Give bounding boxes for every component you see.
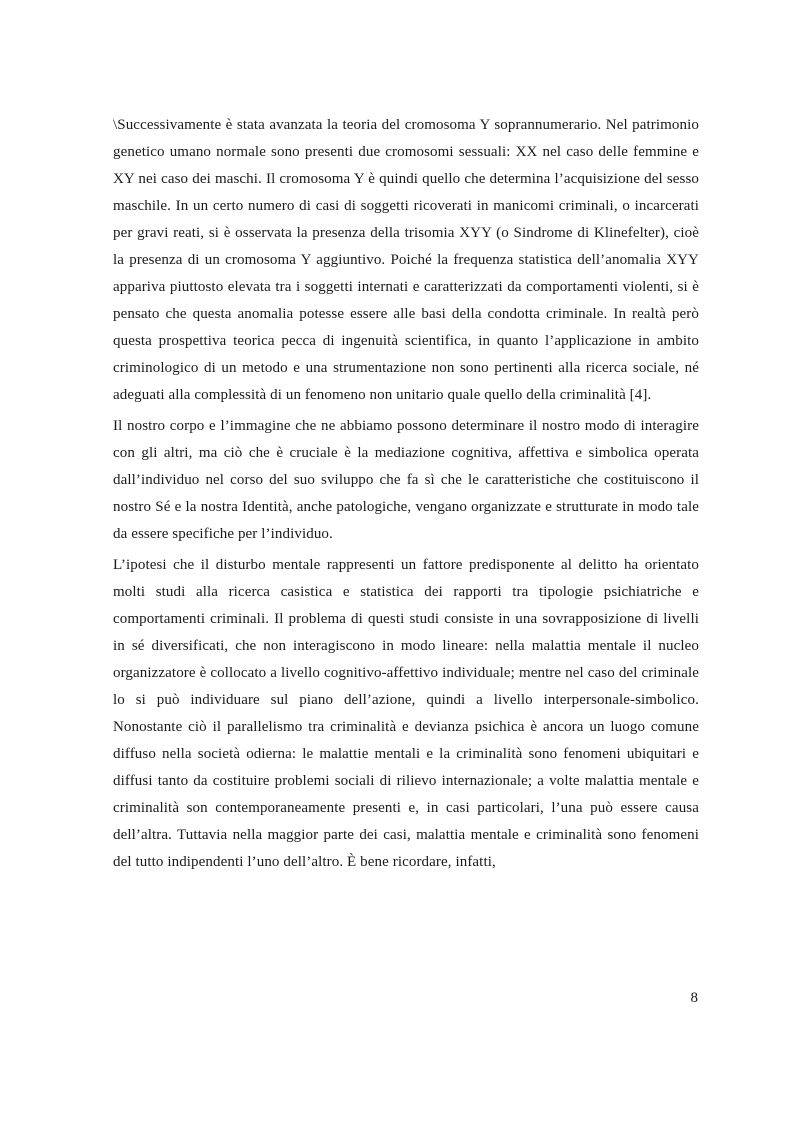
paragraph-2: Il nostro corpo e l’immagine che ne abbiamo possono determinare il nostro modo di interagire con gli altri, ma ciò che è cruciale è la mediazione cognitiva, affettiva e simbolica operata dall’individuo nel corso del suo sviluppo che fa sì che le caratteristiche che costituiscono il nostro Sé e la nostra Identità, anche patologiche, vengano organizzate e strutturate in modo tale da essere specifiche per l’individuo. [113,418,699,542]
paragraph-1: \Successivamente è stata avanzata la teoria del cromosoma Y soprannumerario. Nel patrimonio genetico umano normale sono presenti due cromosomi sessuali: XX nel caso delle femmine e XY nei caso dei maschi. Il cromosoma Y è quindi quello che determina l’acquisizione del sesso maschile. In un certo numero di casi di soggetti ricoverati in manicomi criminali, o incarcerati per gravi reati, si è osservata la presenza della trisomia XYY (o Sindrome di Klinefelter), cioè la presenza di un cromosoma Y aggiuntivo. Poiché la frequenza statistica dell’anomalia XYY appariva piuttosto elevata tra i soggetti internati e caratterizzati da comportamenti violenti, si è pensato che questa anomalia potesse essere alle basi della condotta criminale. In realtà però questa prospettiva teorica pecca di ingenuità scientifica, in quanto l’applicazione in ambito criminologico di un metodo e una strumentazione non sono pertinenti alla ricerca sociale, né adeguati alla complessità di un fenomeno non unitario quale quello della criminalità [4]. [113,117,699,403]
page-number: 8 [690,990,698,1006]
paragraph-3: L’ipotesi che il disturbo mentale rappresenti un fattore predisponente al delitto ha orientato molti studi alla ricerca casistica e statistica dei rapporti tra tipologie psichiatriche e comportamenti criminali. Il problema di questi studi consiste in una sovrapposizione di livelli in sé diversificati, che non interagiscono in modo lineare: nella malattia mentale il nucleo organizzatore è collocato a livello cognitivo-affettivo individuale; mentre nel caso del criminale lo si può individuare sul piano dell’azione, quindi a livello interpersonale-simbolico. Nonostante ciò il parallelismo tra criminalità e devianza psichica è ancora un luogo comune diffuso nella società odierna: le malattie mentali e la criminalità sono fenomeni ubiquitari e diffusi tanto da costituire problemi sociali di rilievo internazionale; a volte malattia mentale e criminalità son contemporaneamente presenti e, in casi particolari, l’una può essere causa dell’altra. Tuttavia nella maggior parte dei casi, malattia mentale e criminalità sono fenomeni del tutto indipendenti l’uno dell’altro. È bene ricordare, infatti, [113,557,699,870]
body-text [113,112,699,876]
